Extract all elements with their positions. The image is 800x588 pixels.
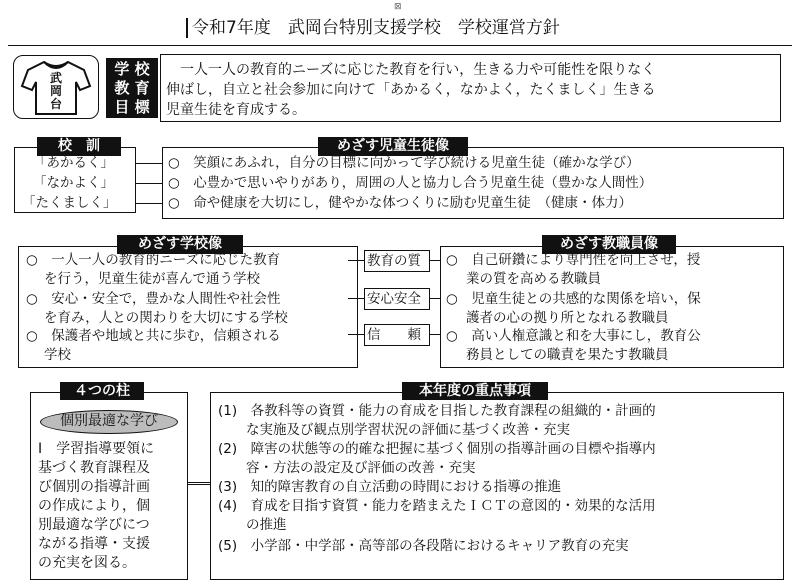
school-image-line: ○ 安心・安全で，豊かな人間性や社会性 [26,291,281,307]
priority-line: (5) 小学部・中学部・高等部の各段階におけるキャリア教育の充実 [218,538,629,554]
pillar-line: の充実を図る。 [38,555,136,571]
connector [136,183,162,184]
school-image-line: 学校 [44,347,71,363]
label-line: 学 校 [114,60,150,78]
school-image-line: を育み，人との関わりを大切にする学校 [44,310,288,326]
staff-image-line: 護者の心の拠り所となれる教職員 [466,310,669,326]
pillar-line: ながる指導・支援 [38,536,150,552]
key-label: 教育の質 [367,253,421,269]
school-image-line: ○ 保護者や地域と共に歩む，信頼される [26,328,281,344]
staff-image-line: ○ 児童生徒との共感的な関係を培い，保 [446,291,701,307]
school-image-header: めざす学校像 [117,235,243,254]
school-goal-label [106,58,158,118]
staff-image-header: めざす教職員像 [542,235,676,254]
pillar-line: 別最適な学びにつ [38,517,150,533]
page-title: 令和7年度 武岡台特別支援学校 学校運営方針 [192,18,560,38]
kokun-header: 校 訓 [37,137,121,156]
student-image-item: ○ 命や健康を大切にし，健やかな体つくりに励む児童生徒 （健康・体力） [168,195,633,211]
pillars-header: ４つの柱 [60,382,144,400]
title-underline [8,45,792,46]
student-image-item: ○ 笑顔にあふれ，自分の目標に向かって学び続ける児童生徒（確かな学び） [168,155,640,171]
key-box-safety [364,288,430,310]
priority-line: の推進 [246,517,287,533]
pillar-line: び個別の指導計画 [38,479,150,495]
priority-line: な実施及び観点別学習状況の評価に基づく改善・充実 [246,422,570,438]
connector [136,203,162,204]
school-image-line: ○ 一人一人の教育的ニーズに応じた教育 [26,252,281,268]
school-emblem [13,55,99,119]
student-image-header: めざす児童生徒像 [318,137,468,156]
label-line: 目 標 [114,98,150,116]
pillar-oval [40,410,178,434]
pillar-connector [188,482,210,485]
pillar-oval-label: 個別最適な学び [60,413,158,429]
priority-line: (1) 各教科等の資質・能力の育成を目指した教育課程の組織的・計画的 [218,403,656,419]
priority-line: (2) 障害の状態等の的確な把握に基づく個別の指導計画の目標や指導内 [218,441,656,457]
priority-line: (4) 育成を目指す資質・能力を踏まえたＩＣＴの意図的・効果的な活用 [218,498,656,514]
key-label: 信 頼 [367,327,421,343]
staff-image-line: 務員としての職責を果たす教職員 [466,347,669,363]
page-title-area [186,14,626,42]
priority-line: 容・方法の設定及び評価の改善・充実 [246,460,476,476]
student-image-item: ○ 心豊かで思いやりがあり，周囲の人と協力し合う児童生徒（豊かな人間性） [168,175,653,191]
label-line: 教 育 [114,79,150,97]
pillar-line: Ⅰ 学習指導要領に [38,441,155,457]
connector [136,163,162,164]
kokun-item: 「あかるく」 [33,155,114,171]
staff-image-line: ○ 高い人権意識と和を大事にし，教育公 [446,328,701,344]
school-goal-line: 一人一人の教育的ニーズに応じた教育を行い，生きる力や可能性を限りなく [166,62,656,78]
school-image-line: を行う，児童生徒が喜んで通う学校 [44,271,260,287]
school-goal-line: 児童生徒を育成する。 [166,102,306,118]
school-goal-line: 伸ばし，自立と社会参加に向けて「あかるく，なかよく，たくましく」生きる [166,82,656,98]
kokun-item: 「たくましく」 [22,195,117,211]
anchor-mark: ⊠ [394,2,402,12]
emblem-text: 武岡台 [49,71,62,111]
key-box-trust [364,324,430,346]
priorities-header: 本年度の重点事項 [402,382,548,400]
pillar-line: 基づく教育課程及 [38,460,150,476]
pillar-line: の作成により，個 [38,498,150,514]
staff-image-line: 業の質を高める教職員 [466,271,601,287]
kokun-item: 「なかよく」 [33,175,114,191]
priority-line: (3) 知的障害教育の自立活動の時間における指導の推進 [218,479,562,495]
staff-image-line: ○ 自己研鑽により専門性を向上させ，授 [446,252,701,268]
key-box-quality [364,250,430,272]
key-label: 安心安全 [367,291,421,307]
